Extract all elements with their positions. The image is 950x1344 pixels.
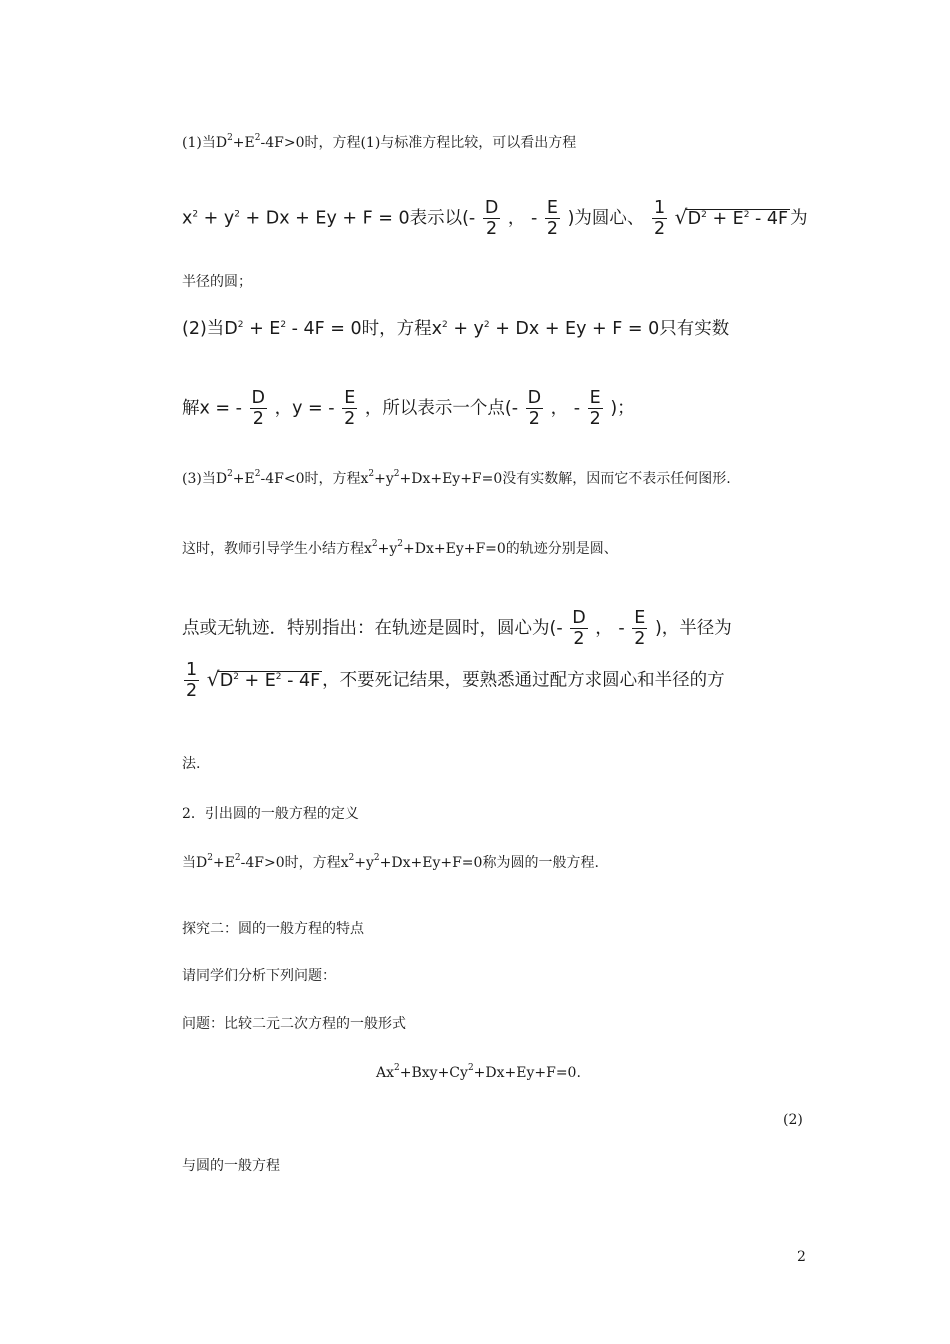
case2-line1: (2)当$D^2 + E^2 - 4F = 0$时，方程$x^2 + y^2 + Dx + Ey + F = 0$只有实数: [182, 319, 730, 339]
fraction-e-over-2: $\frac{E}{2}$: [589, 388, 601, 430]
explore2-heading: 探究二：圆的一般方程的特点: [182, 921, 364, 937]
explore2-tail: 与圆的一般方程: [182, 1158, 280, 1174]
radical: √ $D^2 + E^2 - 4F$: [206, 666, 321, 691]
fraction-e-over-2: $\frac{E}{2}$: [546, 198, 558, 240]
equation-number: (2): [783, 1112, 803, 1128]
explore2-prompt: 请同学们分析下列问题：: [182, 968, 336, 984]
summary-line2: 点或无轨迹．特别指出：在轨迹是圆时，圆心为(- $\frac{D}{2}$ ， - $\frac{E}{2}$ )，半径为: [182, 608, 732, 650]
fraction-one-half: $\frac{1}{2}$: [186, 660, 198, 702]
case1-line1: (1)当$D^2+E^2-4F>0$时，方程(1)与标准方程比较，可以看出方程: [182, 133, 577, 151]
summary-line4: 法.: [182, 756, 201, 772]
explore2-question: 问题：比较二元二次方程的一般形式: [182, 1016, 406, 1032]
fraction-e-over-2: $\frac{E}{2}$: [344, 388, 356, 430]
case2-line2: 解x = - $\frac{D}{2}$ ，y = - $\frac{E}{2}$ ，所以表示一个点(- $\frac{D}{2}$ ， - $\frac{E}{2}$ )；: [182, 388, 635, 430]
section2-heading: 2．引出圆的一般方程的定义: [182, 806, 359, 822]
case3-line: (3)当$D^2+E^2-4F<0$时，方程$x^2+y^2+Dx+Ey+F=0$没有实数解，因而它不表示任何图形.: [182, 469, 731, 487]
page-number: 2: [797, 1249, 806, 1265]
summary-line1: 这时，教师引导学生小结方程$x^2+y^2+Dx+Ey+F=0$的轨迹分别是圆、: [182, 539, 618, 557]
fraction-d-over-2: $\frac{D}{2}$: [527, 388, 542, 430]
fraction-d-over-2: $\frac{D}{2}$: [484, 198, 499, 240]
radical: √ $D^2 + E^2 - 4F$: [674, 204, 789, 229]
case1-equation-line: $x^2 + y^2 + Dx + Ey + F = 0$表示以(- $\frac{D}{2}$ ， - $\frac{E}{2}$ )为圆心、 $\frac{1}{2}$ √ $D^2 + E^2 - 4F$ 为: [182, 198, 808, 240]
fraction-d-over-2: $\frac{D}{2}$: [251, 388, 266, 430]
quadratic-general-equation: $Ax^2+Bxy+Cy^2+Dx+Ey+F=0$.: [376, 1063, 581, 1081]
general-equation-definition: 当$D^2+E^2-4F>0$时，方程$x^2+y^2+Dx+Ey+F=0$称为圆的一般方程.: [182, 853, 599, 871]
fraction-e-over-2: $\frac{E}{2}$: [634, 608, 646, 650]
fraction-one-half: $\frac{1}{2}$: [653, 198, 666, 240]
case1-line3: 半径的圆；: [182, 274, 252, 290]
fraction-d-over-2: $\frac{D}{2}$: [572, 608, 586, 650]
summary-line3: $\frac{1}{2}$ √ $D^2 + E^2 - 4F$ ，不要死记结果，要熟悉通过配方求圆心和半径的方: [186, 660, 725, 702]
